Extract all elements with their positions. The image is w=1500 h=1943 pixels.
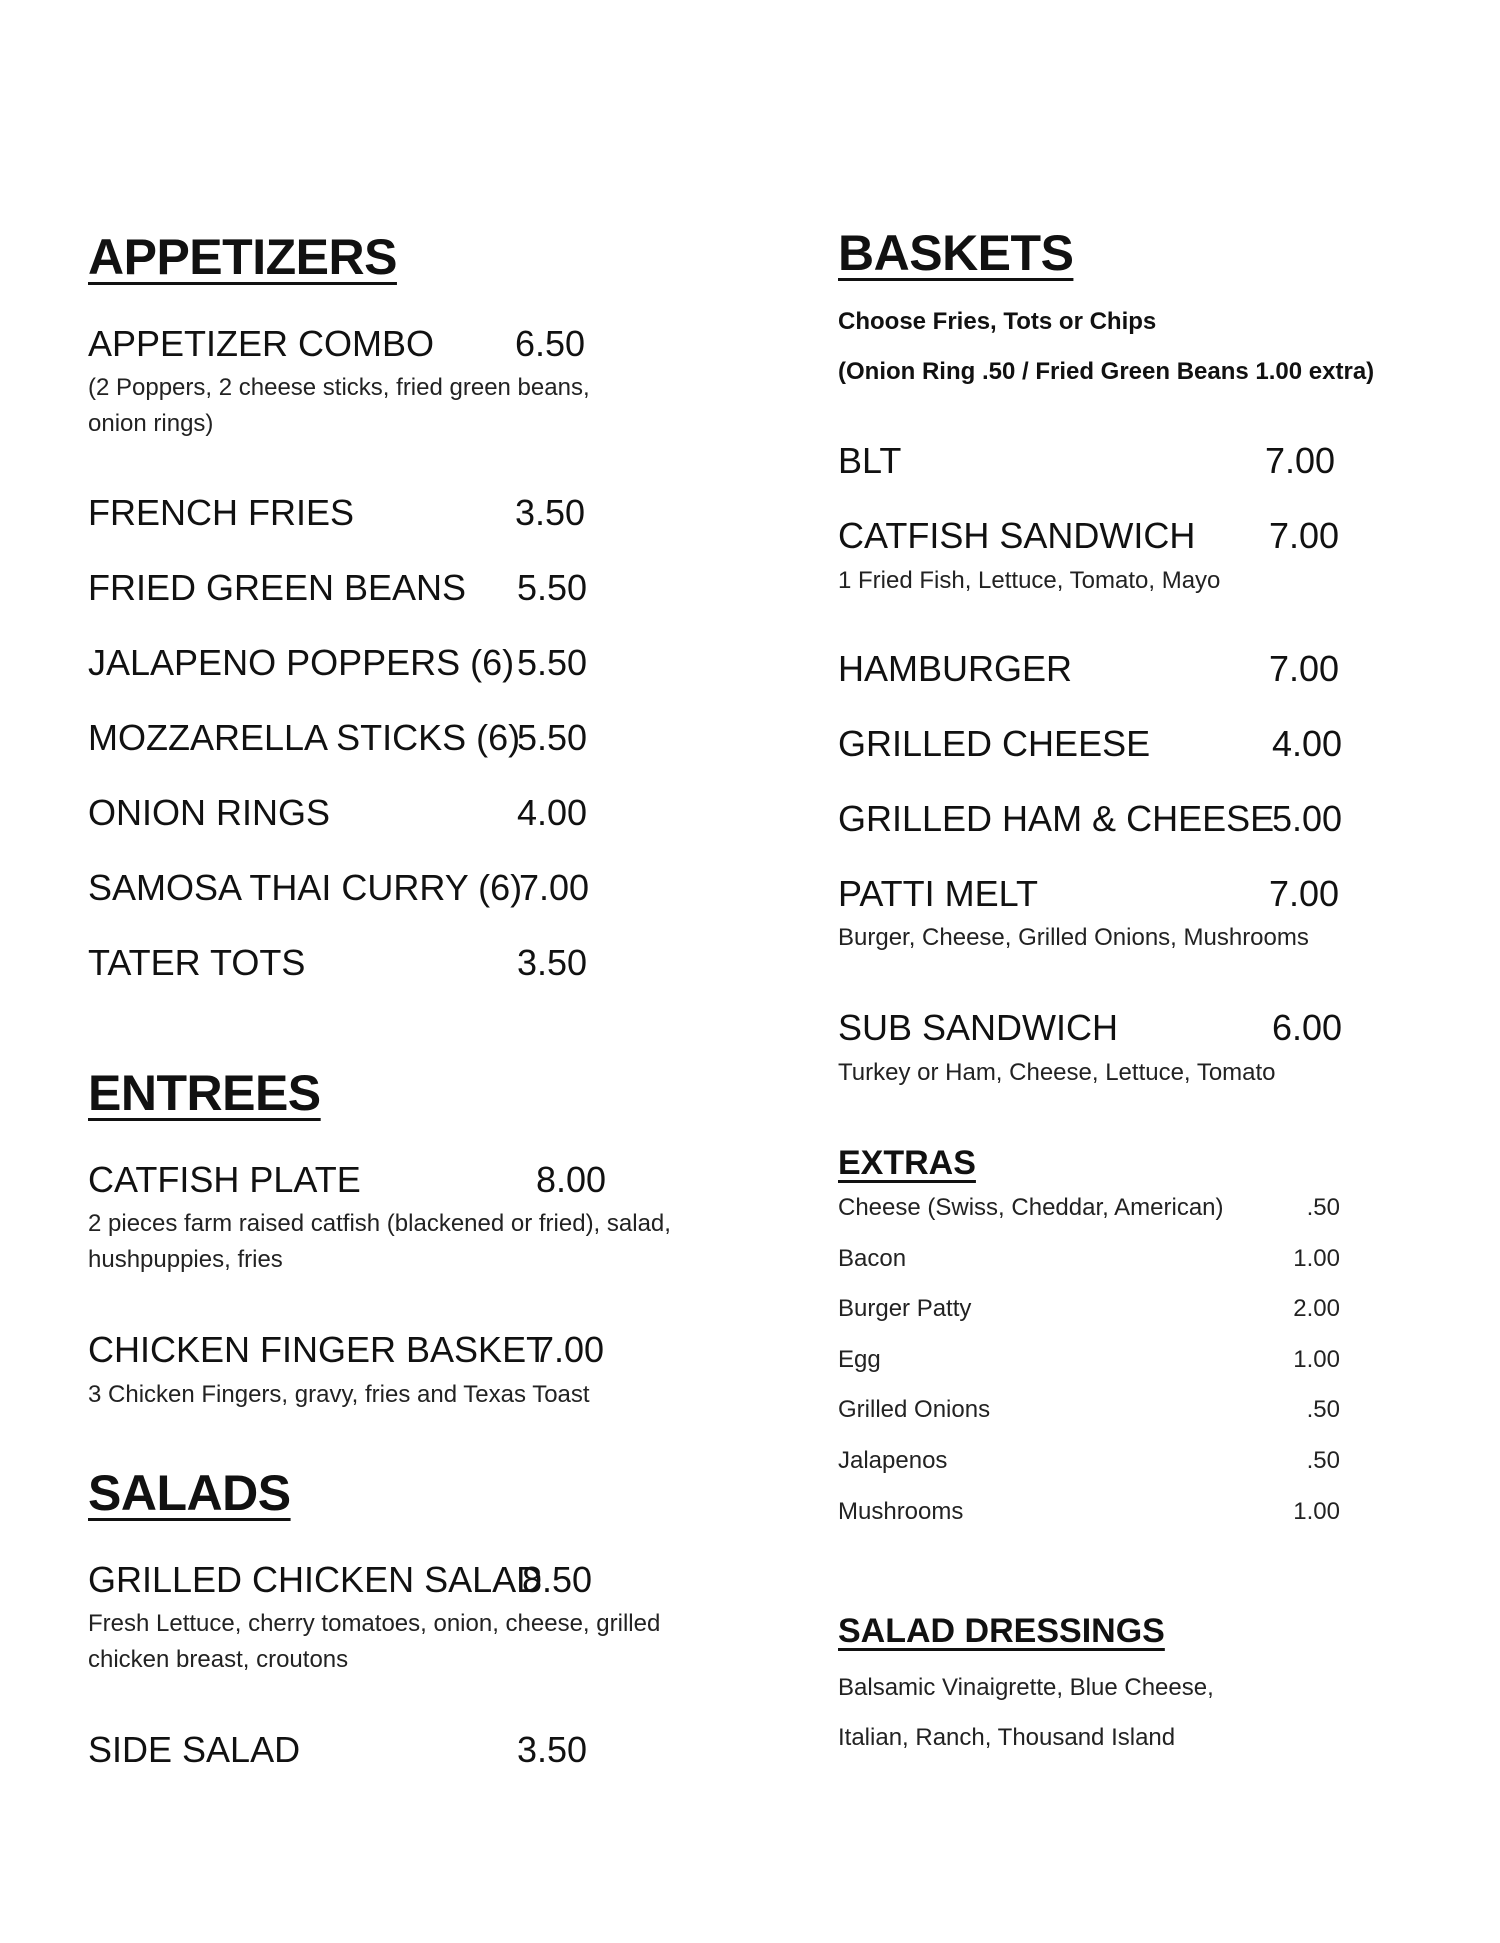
menu-item-name: CATFISH PLATE bbox=[88, 1159, 361, 1200]
menu-item-name: SAMOSA THAI CURRY (6) bbox=[88, 867, 523, 908]
extra-item-name: Mushrooms bbox=[838, 1498, 964, 1525]
menu-item-name: GRILLED HAM & CHEESE bbox=[838, 798, 1275, 839]
menu-item-name: APPETIZER COMBO bbox=[88, 323, 435, 364]
extra-item-price: .50 bbox=[1306, 1194, 1340, 1221]
salad-dressings-heading: SALAD DRESSINGS bbox=[838, 1612, 1165, 1650]
menu-item-price: 8.50 bbox=[522, 1559, 593, 1600]
menu-item-price: 4.00 bbox=[1272, 723, 1343, 764]
menu-item-price: 7.00 bbox=[1265, 440, 1336, 481]
appetizers-heading: APPETIZERS bbox=[88, 229, 397, 285]
menu-item-description: Burger, Cheese, Grilled Onions, Mushrooms bbox=[838, 924, 1309, 951]
menu-item-name: JALAPENO POPPERS (6) bbox=[88, 642, 515, 683]
menu-item-name: MOZZARELLA STICKS (6) bbox=[88, 717, 521, 758]
extra-item-price: 1.00 bbox=[1293, 1245, 1340, 1272]
menu-item-price: 7.00 bbox=[519, 867, 590, 908]
menu-item-description: Turkey or Ham, Cheese, Lettuce, Tomato bbox=[838, 1059, 1276, 1086]
salads-heading: SALADS bbox=[88, 1465, 291, 1521]
menu-item-price: 3.50 bbox=[517, 1729, 588, 1770]
extra-item-name: Cheese (Swiss, Cheddar, American) bbox=[838, 1194, 1224, 1221]
menu-item-name: ONION RINGS bbox=[88, 792, 331, 833]
menu-item-description: (2 Poppers, 2 cheese sticks, fried green beans, onion rings) bbox=[88, 374, 590, 437]
menu-item-price: 5.50 bbox=[517, 717, 588, 758]
extra-item-price: 1.00 bbox=[1293, 1498, 1340, 1525]
baskets-heading: BASKETS bbox=[838, 225, 1074, 281]
menu-item-name: HAMBURGER bbox=[838, 648, 1073, 689]
menu-item-price: 6.00 bbox=[1272, 1007, 1343, 1048]
extra-item-name: Grilled Onions bbox=[838, 1396, 991, 1423]
menu-item-price: 8.00 bbox=[536, 1159, 607, 1200]
dressings-list-line-1: Balsamic Vinaigrette, Blue Cheese, bbox=[838, 1674, 1214, 1701]
extra-item-price: .50 bbox=[1306, 1447, 1340, 1474]
extra-item-name: Burger Patty bbox=[838, 1295, 972, 1322]
extra-item-price: 1.00 bbox=[1293, 1346, 1340, 1373]
menu-item-name: GRILLED CHEESE bbox=[838, 723, 1151, 764]
entrees-heading: ENTREES bbox=[88, 1065, 321, 1121]
menu-item-price: 5.50 bbox=[517, 642, 588, 683]
menu-item-price: 5.00 bbox=[1272, 798, 1343, 839]
menu-item-name: SIDE SALAD bbox=[88, 1729, 301, 1770]
extra-item-name: Egg bbox=[838, 1346, 881, 1373]
menu-item-price: 7.00 bbox=[1269, 648, 1340, 689]
menu-item-name: TATER TOTS bbox=[88, 942, 306, 983]
menu-item-name: CATFISH SANDWICH bbox=[838, 515, 1196, 556]
menu-item-description: Fresh Lettuce, cherry tomatoes, onion, cheese, grilled chicken breast, croutons bbox=[88, 1610, 661, 1673]
menu-item-name: CHICKEN FINGER BASKET bbox=[88, 1329, 549, 1370]
menu-item-name: BLT bbox=[838, 440, 902, 481]
menu-item-price: 3.50 bbox=[517, 942, 588, 983]
menu-item-price: 6.50 bbox=[515, 323, 586, 364]
menu-item-price: 5.50 bbox=[517, 567, 588, 608]
menu-item-price: 4.00 bbox=[517, 792, 588, 833]
menu-item-name: FRENCH FRIES bbox=[88, 492, 355, 533]
extra-item-name: Jalapenos bbox=[838, 1447, 948, 1474]
menu-item-price: 3.50 bbox=[515, 492, 586, 533]
menu-item-description: 3 Chicken Fingers, gravy, fries and Texas Toast bbox=[88, 1381, 590, 1408]
menu-item-name: SUB SANDWICH bbox=[838, 1007, 1119, 1048]
menu-item-name: PATTI MELT bbox=[838, 873, 1039, 914]
extras-heading: EXTRAS bbox=[838, 1144, 976, 1182]
baskets-note: Choose Fries, Tots or Chips bbox=[838, 308, 1157, 335]
menu-item-name: GRILLED CHICKEN SALAD bbox=[88, 1559, 543, 1600]
menu-item-price: 7.00 bbox=[534, 1329, 605, 1370]
menu-item-description: 2 pieces farm raised catfish (blackened or fried), salad, hushpuppies, fries bbox=[88, 1210, 671, 1273]
menu-item-price: 7.00 bbox=[1269, 873, 1340, 914]
extra-item-price: .50 bbox=[1306, 1396, 1340, 1423]
menu-item-price: 7.00 bbox=[1269, 515, 1340, 556]
extra-item-name: Bacon bbox=[838, 1245, 907, 1272]
menu-item-name: FRIED GREEN BEANS bbox=[88, 567, 467, 608]
baskets-extra-note: (Onion Ring .50 / Fried Green Beans 1.00 extra) bbox=[838, 358, 1375, 385]
dressings-list-line-2: Italian, Ranch, Thousand Island bbox=[838, 1724, 1176, 1751]
extra-item-price: 2.00 bbox=[1293, 1295, 1340, 1322]
menu-item-description: 1 Fried Fish, Lettuce, Tomato, Mayo bbox=[838, 567, 1221, 594]
